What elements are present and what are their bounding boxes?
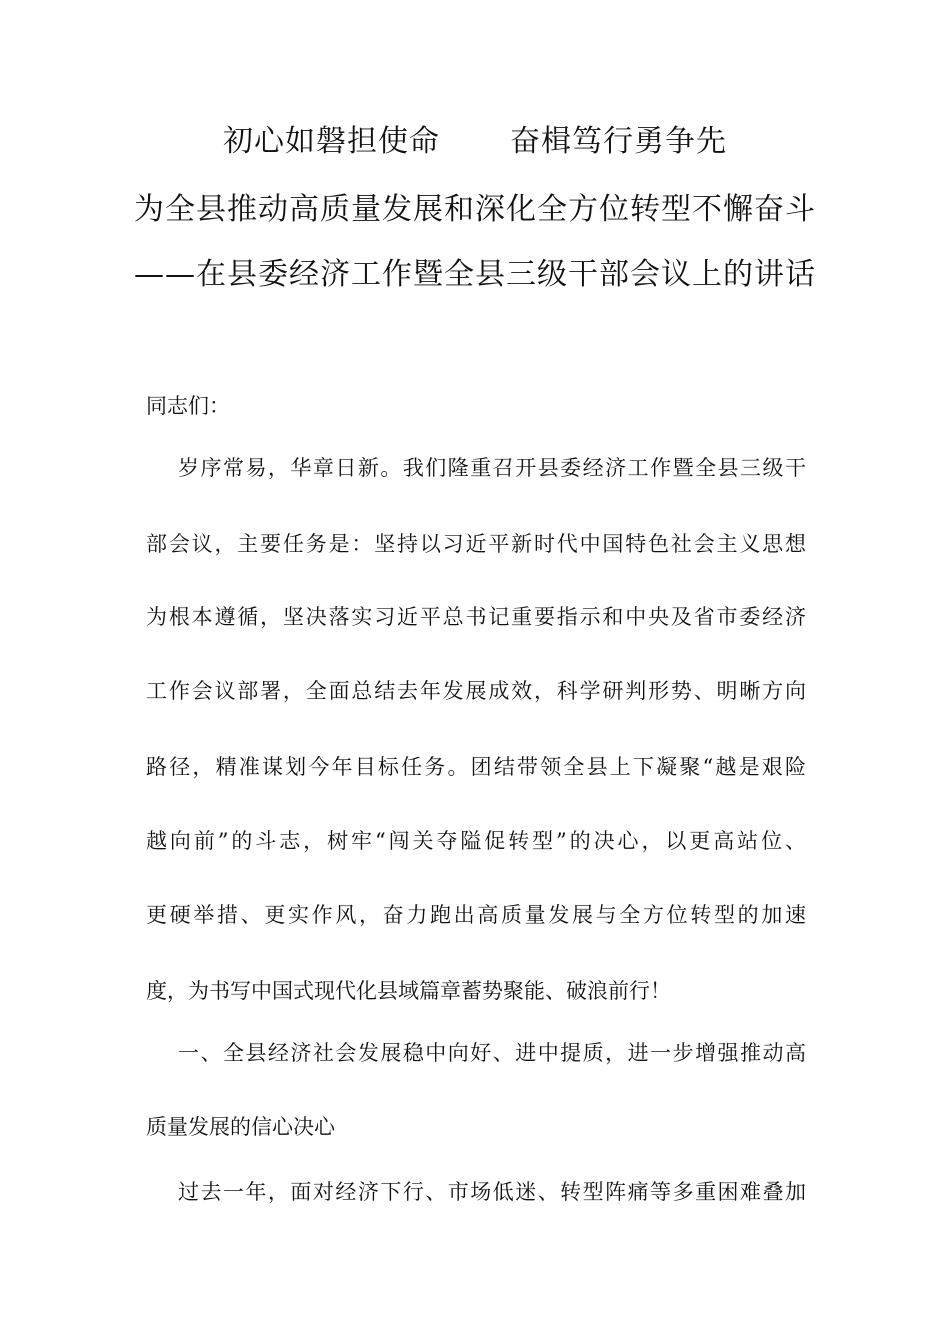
title-part-2: 奋楫笃行勇争先	[510, 124, 727, 159]
section-heading-line: 质量发展的信心决心	[146, 1115, 335, 1139]
paragraph-line: 岁序常易，华章日新。我们隆重召开县委经济工作暨全县三级干	[178, 456, 806, 480]
paragraph-line: 部会议，主要任务是：坚持以习近平新时代中国特色社会主义思想	[146, 532, 806, 556]
title-part-1: 初心如磐担使命	[223, 124, 440, 159]
subtitle: 为全县推动高质量发展和深化全方位转型不懈奋斗	[134, 192, 816, 227]
paragraph-line: 更硬举措、更实作风，奋力跑出高质量发展与全方位转型的加速	[146, 903, 806, 927]
occasion-line: ——在县委经济工作暨全县三级干部会议上的讲话	[134, 257, 816, 292]
paragraph-line: 过去一年，面对经济下行、市场低迷、转型阵痛等多重困难叠加	[178, 1180, 806, 1204]
paragraph-line: 度，为书写中国式现代化县域篇章蓄势聚能、破浪前行！	[146, 979, 671, 1003]
title-line-1	[0, 122, 950, 162]
salutation: 同志们：	[146, 394, 230, 418]
paragraph-line: 为根本遵循，坚决落实习近平总书记重要指示和中央及省市委经济	[146, 605, 806, 629]
paragraph-line: 路径，精准谋划今年目标任务。团结带领全县上下凝聚“越是艰险	[146, 755, 806, 779]
paragraph-line: 工作会议部署，全面总结去年发展成效，科学研判形势、明晰方向	[146, 679, 806, 703]
section-heading-line: 一、全县经济社会发展稳中向好、进中提质，进一步增强推动高	[178, 1041, 806, 1065]
paragraph-line: 越向前”的斗志，树牢“闯关夺隘促转型”的决心，以更高站位、	[146, 829, 806, 853]
